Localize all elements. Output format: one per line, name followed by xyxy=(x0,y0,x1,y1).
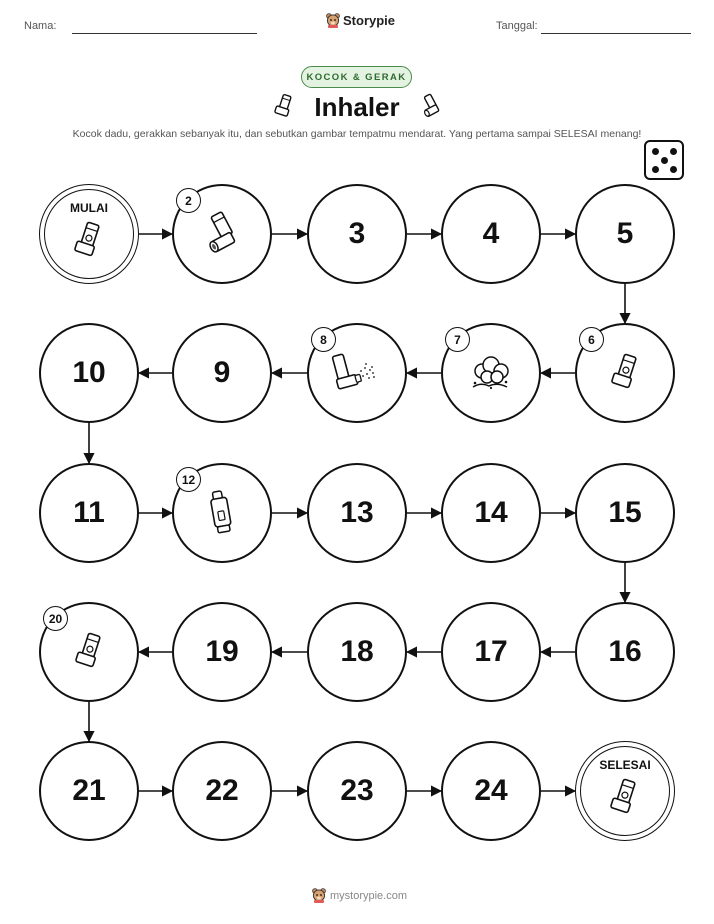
board-space-4[interactable] xyxy=(441,184,541,284)
space-number: 24 xyxy=(474,774,508,807)
instructions: Kocok dadu, gerakkan sebanyak itu, dan sebutkan gambar tempatmu mendarat. Yang pertama sampai SELESAI menang! xyxy=(72,128,642,140)
board-space-18[interactable] xyxy=(307,602,407,702)
board-space-23[interactable] xyxy=(307,741,407,841)
board-space-5[interactable] xyxy=(575,184,675,284)
board-space-17[interactable] xyxy=(441,602,541,702)
space-number: 9 xyxy=(213,356,231,389)
board-space-21[interactable] xyxy=(39,741,139,841)
category-badge: KOCOK & GERAK xyxy=(301,66,412,88)
space-number: 3 xyxy=(348,217,366,250)
space-number-badge: 12 xyxy=(176,467,201,492)
board-space-3[interactable] xyxy=(307,184,407,284)
board-space-24[interactable] xyxy=(441,741,541,841)
board-space-9[interactable] xyxy=(172,323,272,423)
page-title: Inhaler xyxy=(314,92,400,122)
space-number-badge: 2 xyxy=(176,188,201,213)
start-label: MULAI xyxy=(70,201,108,215)
board-space-19[interactable] xyxy=(172,602,272,702)
space-number: 23 xyxy=(340,774,374,807)
board-space-22[interactable] xyxy=(172,741,272,841)
finish-space[interactable] xyxy=(575,741,675,841)
inhaler-icon xyxy=(40,185,136,281)
start-space[interactable] xyxy=(39,184,139,284)
space-number: 5 xyxy=(616,217,634,250)
board-space-15[interactable] xyxy=(575,463,675,563)
space-number: 18 xyxy=(340,635,374,668)
space-number-badge: 20 xyxy=(43,606,68,631)
space-number: 16 xyxy=(608,635,642,668)
space-number: 13 xyxy=(340,496,374,529)
space-number: 19 xyxy=(205,635,239,668)
space-number: 10 xyxy=(72,356,106,389)
board-space-14[interactable] xyxy=(441,463,541,563)
footer xyxy=(312,888,407,903)
board-space-13[interactable] xyxy=(307,463,407,563)
space-number: 4 xyxy=(482,217,500,250)
finish-label: SELESAI xyxy=(599,758,651,772)
board-space-16[interactable] xyxy=(575,602,675,702)
brand-name: Storypie xyxy=(343,13,396,28)
space-number: 22 xyxy=(205,774,239,807)
name-label: Nama: xyxy=(24,20,57,32)
inhaler-icon xyxy=(576,742,672,838)
board-space-10[interactable] xyxy=(39,323,139,423)
bear-icon xyxy=(312,888,326,903)
space-number-badge: 8 xyxy=(311,327,336,352)
space-number: 11 xyxy=(73,496,105,529)
date-label: Tanggal: xyxy=(496,20,538,32)
space-number: 21 xyxy=(72,774,106,807)
space-number: 17 xyxy=(474,635,508,668)
space-number-badge: 6 xyxy=(579,327,604,352)
board-space-11[interactable] xyxy=(39,463,139,563)
space-number: 15 xyxy=(608,496,642,529)
footer-url[interactable]: mystorypie.com xyxy=(330,889,408,902)
space-number-badge: 7 xyxy=(445,327,470,352)
space-number: 14 xyxy=(474,496,508,529)
